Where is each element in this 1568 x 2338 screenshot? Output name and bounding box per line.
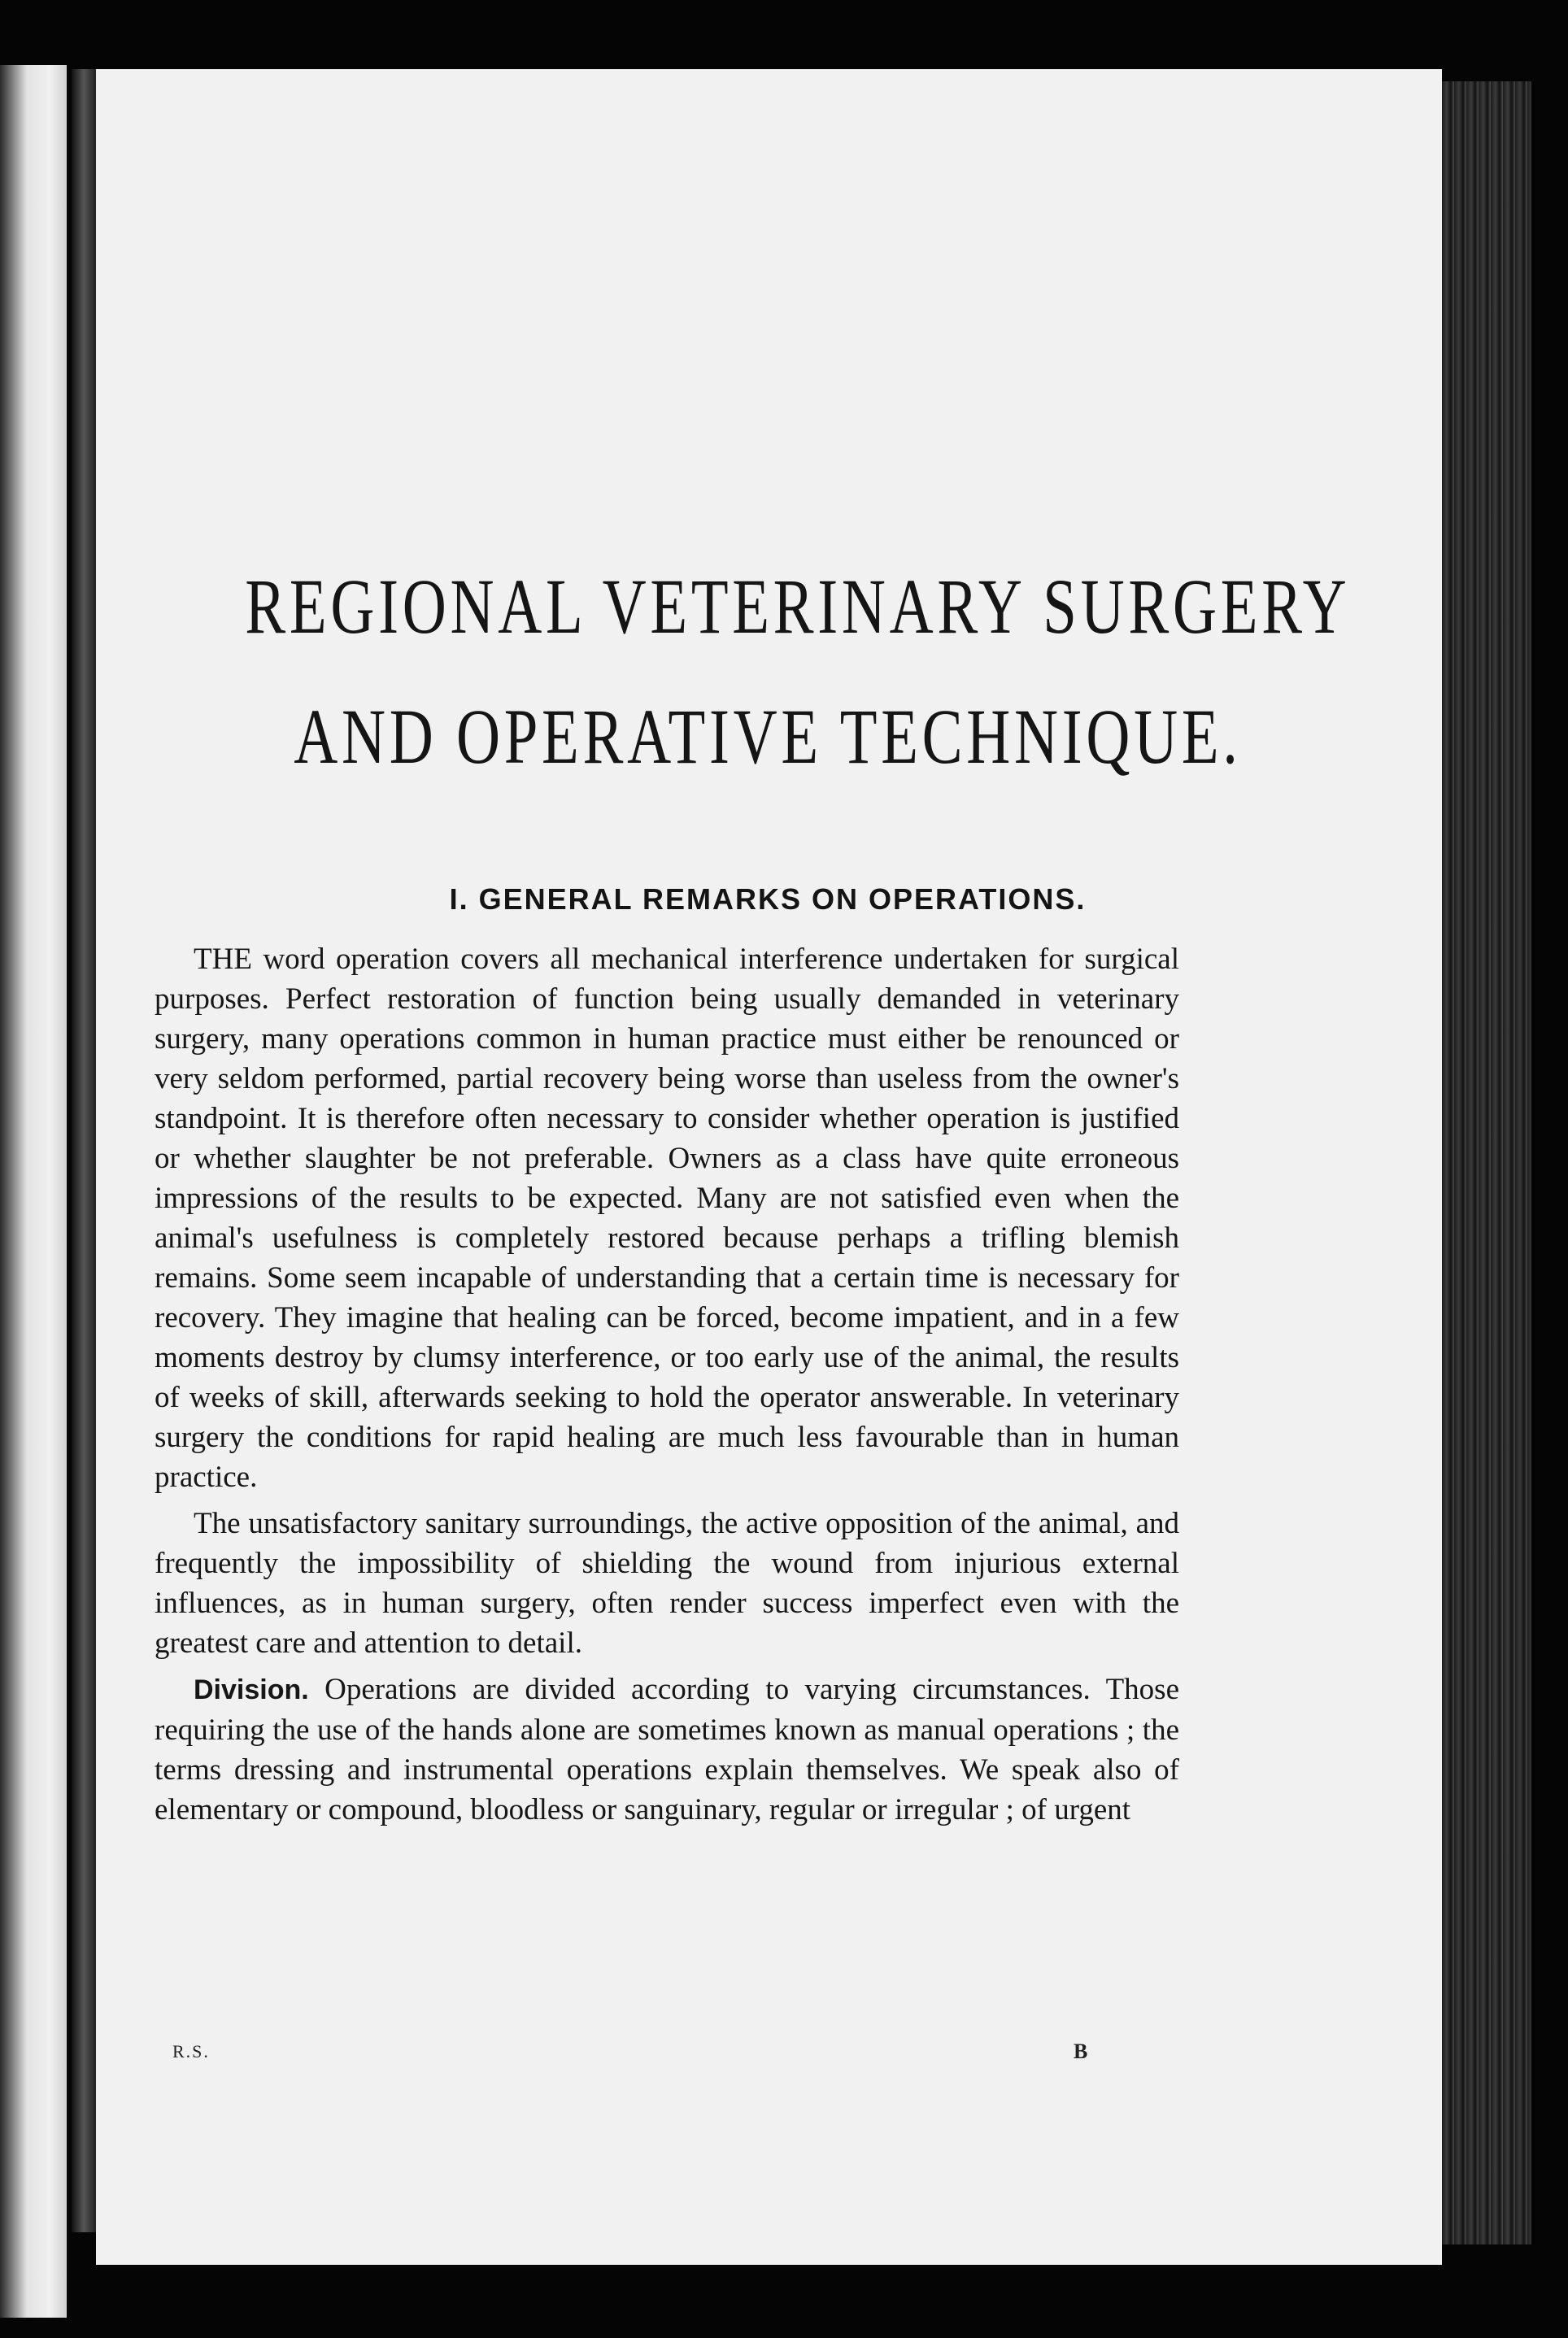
section-heading: I. GENERAL REMARKS ON OPERATIONS. (449, 882, 1087, 916)
signature-letter: B (1074, 2040, 1088, 2063)
page-stack-edge (1442, 81, 1531, 2244)
title-line-1: REGIONAL VETERINARY SURGERY (245, 563, 1351, 650)
division-heading: Division. (194, 1674, 309, 1705)
title-line-2: AND OPERATIVE TECHNIQUE. (294, 693, 1242, 780)
division-text: Operations are divided according to varying circumstances. Those requiring the use of the hands alone are sometimes known as manual operations ; the terms dressing and instrumental operations explain themselves. We speak also of elementary or compound, bloodless or sanguinary, regular or irregular ; of urgent (155, 1673, 1179, 1826)
paragraph-division (155, 1670, 1179, 1830)
book-binding (72, 69, 96, 2232)
paragraph-1: THE word operation covers all mechanical interference undertaken for surgical purposes. Perfect restoration of function being usually demanded in veterinary surgery, many operations common in human practice must either be renounced or very seldom performed, partial recovery being worse than useless from the owner's standpoint. It is therefore often necessary to consider whether operation is justified or whether slaughter be not preferable. Owners as a class have quite erroneous impressions of the results to be expected. Many are not satisfied even when the animal's usefulness is completely restored because perhaps a trifling blemish remains. Some seem incapable of understanding that a certain time is necessary for recovery. They imagine that healing can be forced, become impatient, and in a few moments destroy by clumsy interference, or too early use of the animal, the results of weeks of skill, afterwards seeking to hold the operator answerable. In veterinary surgery the conditions for rapid healing are much less favourable than in human practice. (155, 943, 1179, 1494)
left-page-edge (0, 65, 67, 2318)
paragraph-2: The unsatisfactory sanitary surroundings, the active opposition of the animal, and frequently the impossibility of shielding the wound from injurious external influences, as in human surgery, often render success imperfect even with the greatest care and attention to detail. (155, 1507, 1179, 1660)
body-text (155, 939, 1179, 1836)
signature-mark: R.S. (172, 2041, 210, 2062)
